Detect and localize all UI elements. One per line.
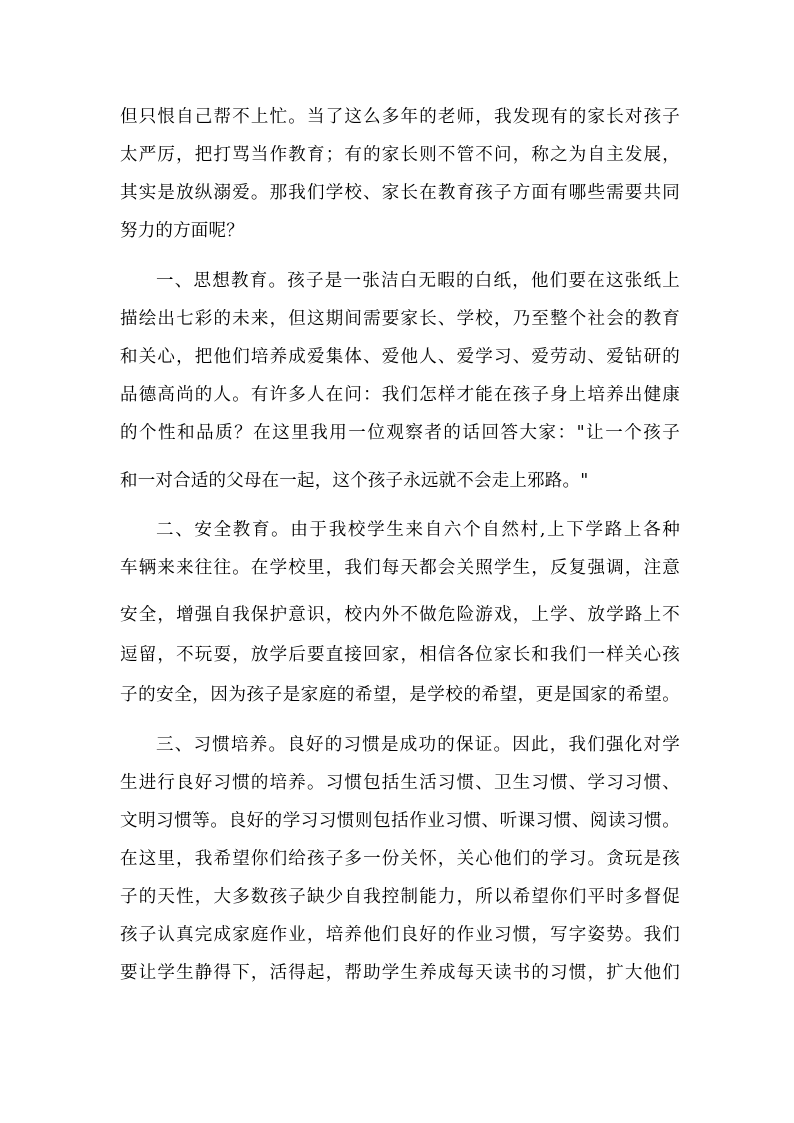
text-line: 要让学生静得下，活得起，帮助学生养成每天读书的习惯，扩大他们 <box>120 963 680 983</box>
paragraph-heading-line: 三、习惯培养。良好的习惯是成功的保证。因此，我们强化对学 <box>156 735 680 755</box>
text-line: 子的天性，大多数孩子缺少自我控制能力，所以希望你们平时多督促 <box>120 887 680 907</box>
paragraph-heading-line: 二、安全教育。由于我校学生来自六个自然村,上下学路上各种 <box>156 520 680 540</box>
text-line: 文明习惯等。良好的学习习惯则包括作业习惯、听课习惯、阅读习惯。 <box>120 811 680 831</box>
text-line: 子的安全，因为孩子是家庭的希望，是学校的希望，更是国家的希望。 <box>120 685 680 705</box>
text-line: 安全，增强自我保护意识，校内外不做危险游戏，上学、放学路上不 <box>120 605 680 625</box>
text-line: 孩子认真完成家庭作业，培养他们良好的作业习惯，写字姿势。我们 <box>120 925 680 945</box>
text-line: 品德高尚的人。有许多人在问：我们怎样才能在孩子身上培养出健康 <box>120 385 680 405</box>
text-line: 但只恨自己帮不上忙。当了这么多年的老师，我发现有的家长对孩子 <box>120 107 680 127</box>
text-line: 生进行良好习惯的培养。习惯包括生活习惯、卫生习惯、学习习惯、 <box>120 773 680 793</box>
text-line: 和一对合适的父母在一起，这个孩子永远就不会走上邪路。" <box>120 471 589 491</box>
text-line: 太严厉，把打骂当作教育；有的家长则不管不问，称之为自主发展， <box>120 145 680 165</box>
text-line: 其实是放纵溺爱。那我们学校、家长在教育孩子方面有哪些需要共同 <box>120 183 680 203</box>
text-line: 和关心，把他们培养成爱集体、爱他人、爱学习、爱劳动、爱钻研的 <box>120 347 680 367</box>
text-line: 车辆来来往往。在学校里，我们每天都会关照学生，反复强调，注意 <box>120 558 680 578</box>
text-line: 的个性和品质？在这里我用一位观察者的话回答大家："让一个孩子 <box>120 423 680 443</box>
paragraph-heading-line: 一、思想教育。孩子是一张洁白无暇的白纸，他们要在这张纸上 <box>156 271 680 291</box>
text-line: 努力的方面呢？ <box>120 221 244 241</box>
text-line: 在这里，我希望你们给孩子多一份关怀，关心他们的学习。贪玩是孩 <box>120 849 680 869</box>
text-line: 描绘出七彩的未来，但这期间需要家长、学校，乃至整个社会的教育 <box>120 309 680 329</box>
text-line: 逗留，不玩耍，放学后要直接回家，相信各位家长和我们一样关心孩 <box>120 645 680 665</box>
